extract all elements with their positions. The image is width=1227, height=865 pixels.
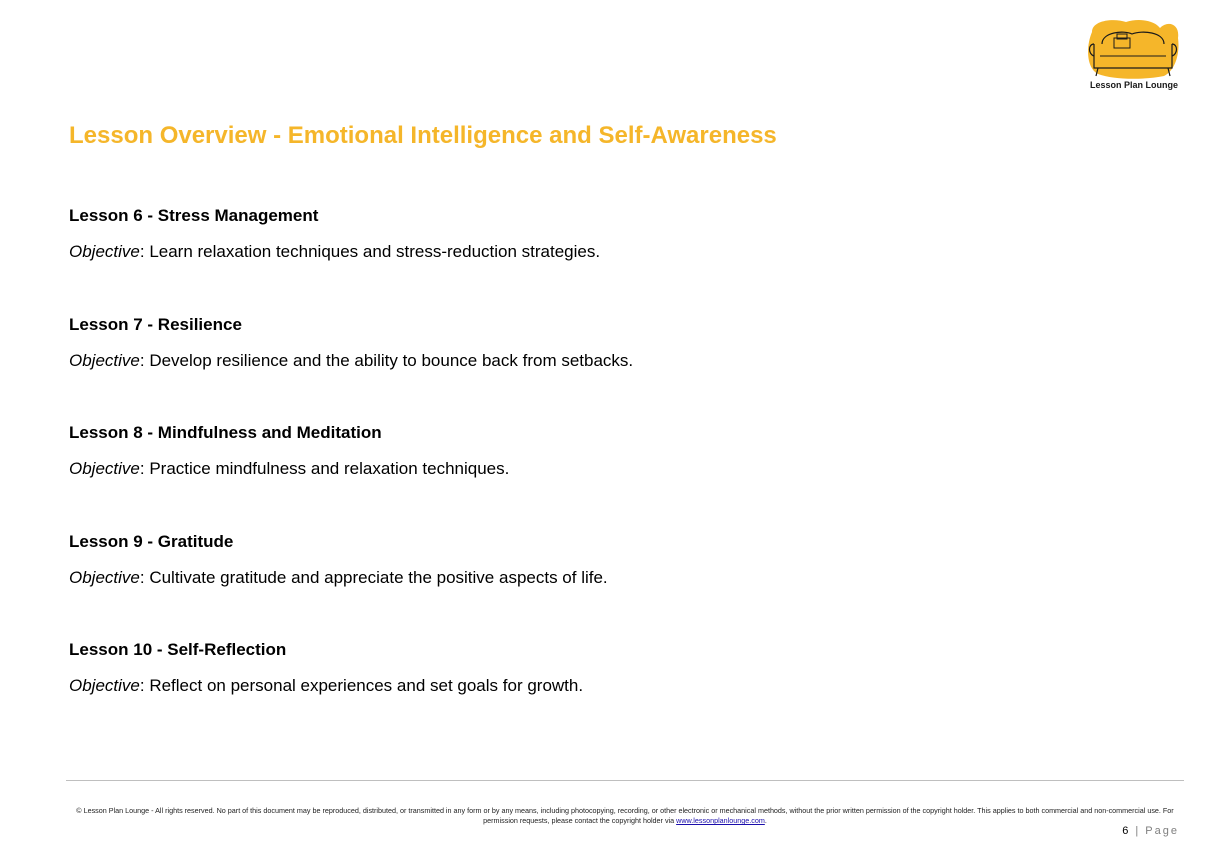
sofa-logo-icon bbox=[1084, 18, 1184, 80]
copyright-text: © Lesson Plan Lounge - All rights reserved. No part of this document may be reproduced, distributed, or transmitted in any form or by any means, including photocopying, recording, or other electronic or mechanical methods, without the prior written permission of the copyright holder. This applies to both commercial and non-commercial use. For permission requests, please contact the copyright holder via bbox=[76, 806, 1174, 825]
lesson-objective bbox=[69, 565, 969, 591]
logo-text: Lesson Plan Lounge bbox=[1089, 80, 1178, 90]
lesson-item bbox=[69, 312, 969, 421]
lesson-title: Lesson 9 - Gratitude bbox=[69, 531, 234, 551]
lesson-objective bbox=[69, 456, 969, 482]
page-separator: | bbox=[1130, 825, 1146, 837]
lesson-item bbox=[69, 529, 969, 638]
lesson-objective bbox=[69, 348, 969, 374]
lesson-item bbox=[69, 637, 969, 746]
lesson-item bbox=[69, 420, 969, 529]
objective-text: : Learn relaxation techniques and stress-reduction strategies. bbox=[139, 242, 601, 261]
page-title: Lesson Overview - Emotional Intelligence and Self-Awareness bbox=[69, 122, 777, 149]
lesson-objective bbox=[69, 673, 969, 699]
lesson-title: Lesson 8 - Mindfulness and Meditation bbox=[69, 423, 382, 442]
lesson-list bbox=[69, 203, 969, 746]
page-number bbox=[1122, 825, 1179, 837]
lesson-objective bbox=[69, 239, 969, 265]
page-number-value: 6 bbox=[1122, 825, 1131, 837]
page-label: Page bbox=[1145, 825, 1179, 837]
lesson-title: Lesson 7 - Resilience bbox=[69, 314, 242, 334]
objective-text: : Practice mindfulness and relaxation techniques. bbox=[139, 459, 510, 478]
lesson-title: Lesson 10 - Self-Reflection bbox=[69, 640, 287, 659]
footer-copyright bbox=[66, 806, 1184, 826]
objective-label: Objective bbox=[69, 350, 140, 370]
objective-label: Objective bbox=[69, 242, 140, 261]
website-link[interactable]: www.lessonplanlounge.com bbox=[676, 816, 765, 825]
lesson-item bbox=[69, 203, 969, 312]
objective-label: Objective bbox=[69, 459, 140, 478]
objective-text: : Cultivate gratitude and appreciate the positive aspects of life. bbox=[139, 567, 608, 587]
objective-label: Objective bbox=[69, 676, 140, 695]
objective-text: : Reflect on personal experiences and set goals for growth. bbox=[139, 676, 584, 695]
copyright-suffix: . bbox=[764, 816, 767, 825]
footer-divider bbox=[66, 780, 1184, 781]
objective-label: Objective bbox=[69, 567, 140, 587]
lesson-title: Lesson 6 - Stress Management bbox=[69, 206, 319, 225]
logo bbox=[1084, 18, 1184, 94]
objective-text: : Develop resilience and the ability to bounce back from setbacks. bbox=[139, 350, 634, 370]
